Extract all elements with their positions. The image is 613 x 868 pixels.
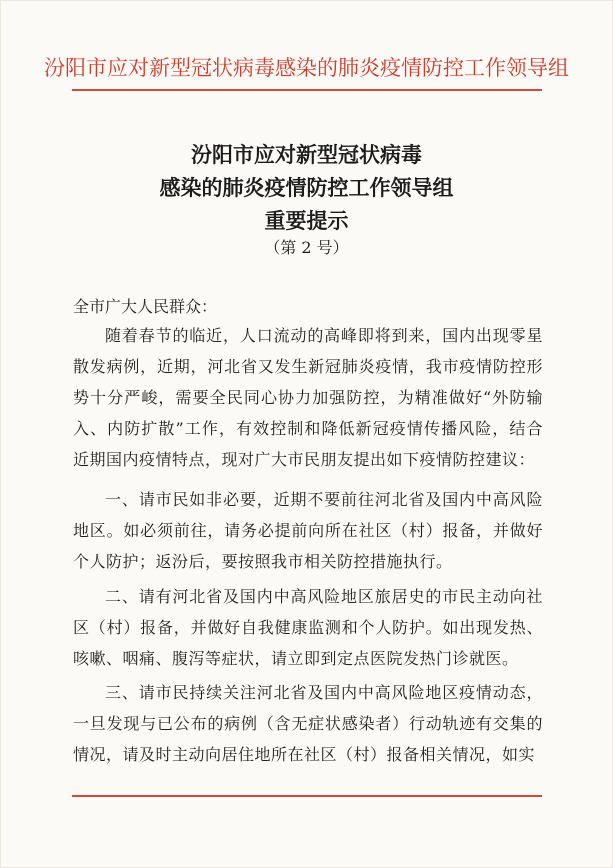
paragraph-intro: 随着春节的临近，人口流动的高峰即将到来，国内出现零星散发病例，近期，河北省又发生新冠肺炎疫情，我市疫情防控形势十分严峻，需要全民同心协力加强防控，为精准做好“外防输入、内防扩散”工作，有效控制和降低新冠疫情传播风险，结合近期国内疫情特点，现对广大市民朋友提出如下疫情防控建议：	[73, 326, 543, 469]
paragraph-item-1: 一、请市民如非必要，近期不要前往河北省及国内中高风险地区。如必须前往，请务必提前向所在社区（村）报备，并做好个人防护；返汾后，要按照我市相关防控措施执行。	[73, 490, 543, 571]
document-title-line-2: 感染的肺炎疫情防控工作领导组	[159, 175, 454, 200]
header-red-rule	[72, 89, 542, 91]
document-title-line-3: 重要提示	[264, 208, 349, 233]
footer-red-rule	[72, 795, 542, 797]
header-organization-title: 汾阳市应对新型冠状病毒感染的肺炎疫情防控工作领导组	[44, 56, 569, 80]
paragraph-item-2: 二、请有河北省及国内中高风险地区旅居史的市民主动向社区（村）报备，并做好自我健康监测和个人防护。如出现发热、咳嗽、咽痛、腹泻等症状，请立即到定点医院发热门诊就医。	[73, 587, 543, 668]
salutation: 全市广大人民群众：	[73, 297, 218, 316]
paragraph-item-3: 三、请市民持续关注河北省及国内中高风险地区疫情动态，一旦发现与已公布的病例（含无症状感染者）行动轨迹有交集的情况，请及时主动向居住地所在社区（村）报备相关情况，如实	[73, 683, 543, 764]
document-number: （第 2 号）	[264, 238, 349, 257]
document-title-line-1: 汾阳市应对新型冠状病毒	[191, 142, 422, 167]
